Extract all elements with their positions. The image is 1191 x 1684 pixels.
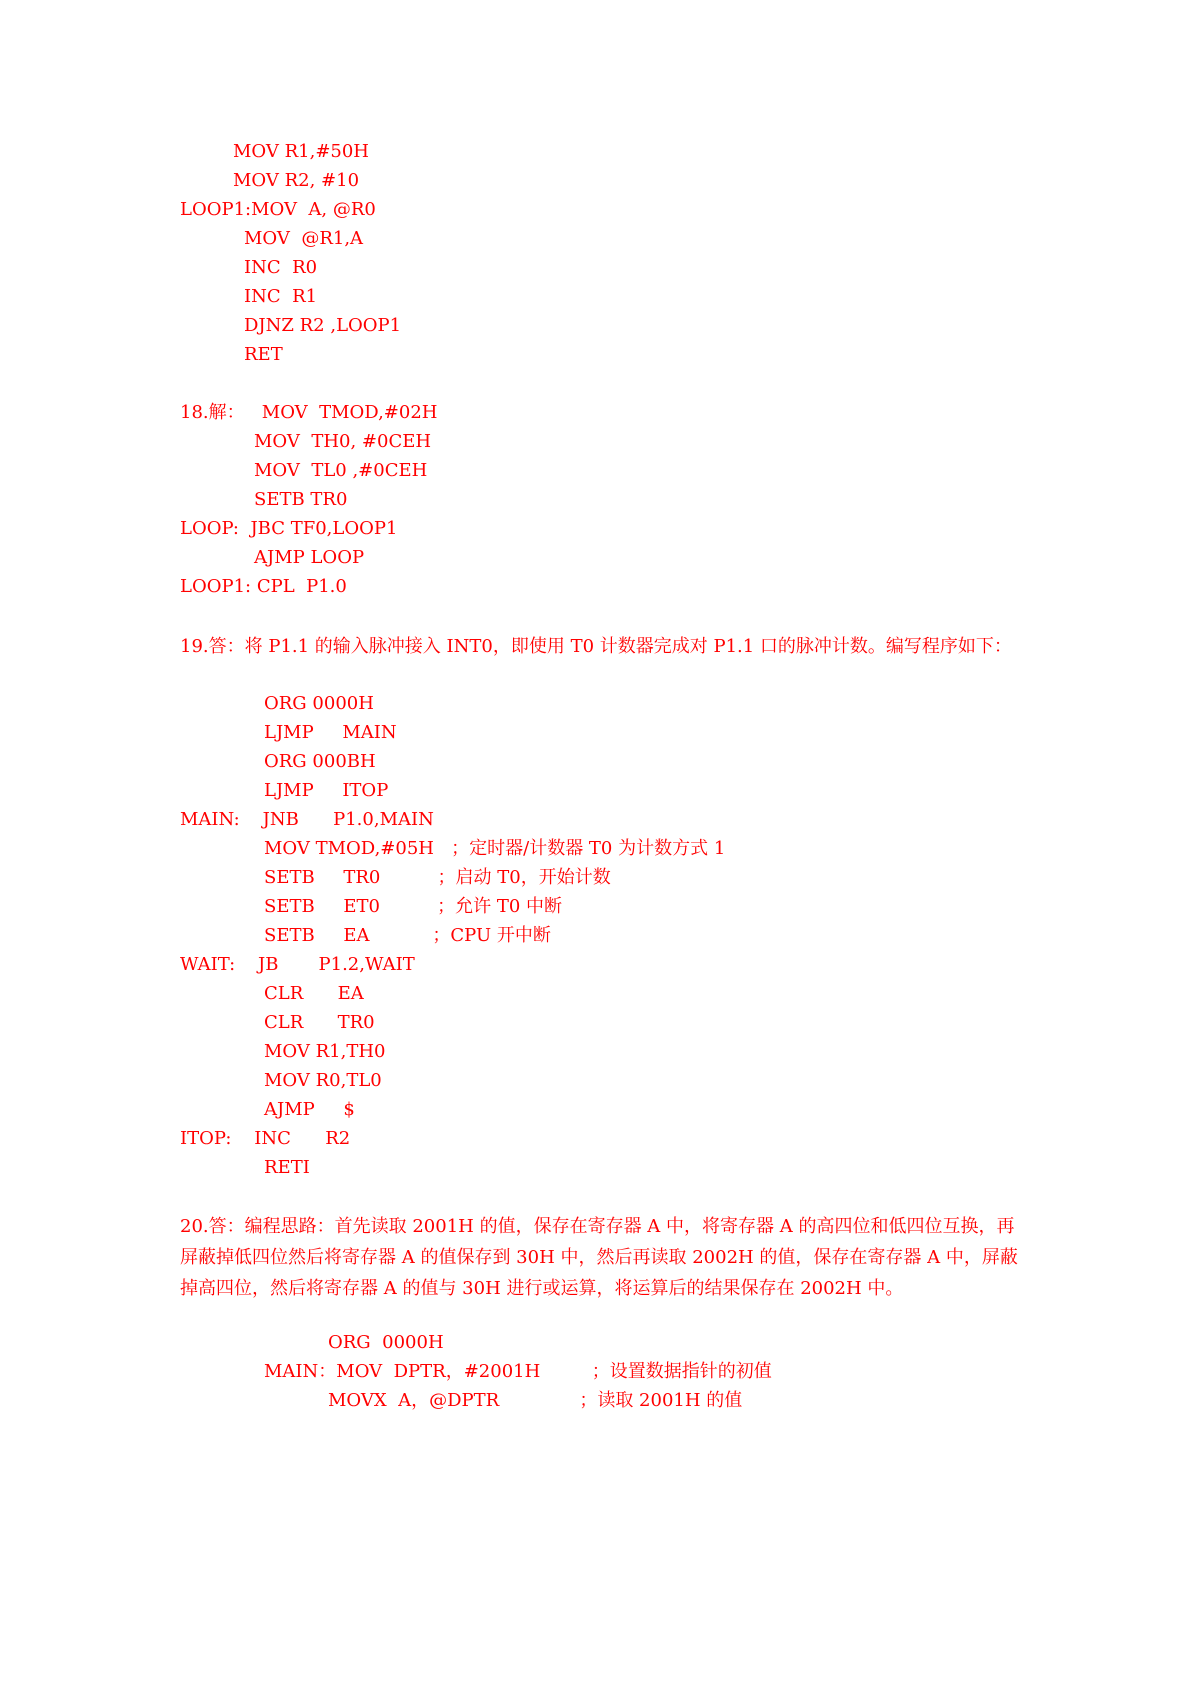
code-line: MAIN: JNB P1.0,MAIN — [180, 809, 434, 830]
code-line: ORG 0000H — [264, 693, 374, 714]
section-18-heading: 18.解： MOV TMOD,#02H — [180, 402, 438, 423]
code-line: AJMP $ — [264, 1099, 355, 1120]
code-line: MAIN：MOV DPTR，#2001H ；设置数据指针的初值 — [264, 1361, 772, 1382]
code-line: LOOP1: CPL P1.0 — [180, 576, 347, 597]
code-line: INC R0 — [244, 257, 318, 278]
code-line: SETB ET0 ；允许 T0 中断 — [264, 896, 563, 917]
code-line: LOOP1:MOV A, @R0 — [180, 199, 376, 220]
code-line: RET — [244, 344, 283, 365]
code-line: ORG 0000H — [328, 1332, 444, 1353]
code-line: AJMP LOOP — [254, 547, 365, 568]
section-20-paragraph: 20.答：编程思路：首先读取 2001H 的值，保存在寄存器 A 中，将寄存器 A 的高四位和低四位互换，再屏蔽掉低四位然后将寄存器 A 的值保存到 30H 中，然后再读取 2002H 的值，保存在寄存器 A 中，屏蔽掉高四位，然后将寄存器 A 的值与 30H 进行或运算，将运算后的结果保存在 2002H 中。 — [180, 1216, 1018, 1299]
code-line: SETB TR0 ；启动 T0，开始计数 — [264, 867, 611, 888]
code-line: SETB EA ；CPU 开中断 — [264, 925, 551, 946]
code-line: CLR EA — [264, 983, 364, 1004]
code-line: LJMP MAIN — [264, 722, 397, 743]
code-line: MOV R0,TL0 — [264, 1070, 382, 1091]
code-line: MOV TL0 ,#0CEH — [254, 460, 428, 481]
code-line: MOVX A，@DPTR ；读取 2001H 的值 — [328, 1390, 743, 1411]
code-line: DJNZ R2 ,LOOP1 — [244, 315, 402, 336]
code-line: MOV TH0, #0CEH — [254, 431, 432, 452]
code-line: MOV R2, #10 — [233, 170, 360, 191]
code-line: MOV TMOD,#05H ；定时器/计数器 T0 为计数方式 1 — [264, 838, 726, 859]
code-line: SETB TR0 — [254, 489, 348, 510]
code-line: INC R1 — [244, 286, 318, 307]
code-line: LOOP: JBC TF0,LOOP1 — [180, 518, 398, 539]
code-line: MOV R1,#50H — [233, 141, 370, 162]
code-line: MOV R1,TH0 — [264, 1041, 386, 1062]
code-line: RETI — [264, 1157, 310, 1178]
code-line: ORG 000BH — [264, 751, 376, 772]
code-line: ITOP: INC R2 — [180, 1128, 351, 1149]
code-line: CLR TR0 — [264, 1012, 375, 1033]
code-line: WAIT: JB P1.2,WAIT — [180, 954, 415, 975]
section-19-paragraph: 19.答：将 P1.1 的输入脉冲接入 INT0，即使用 T0 计数器完成对 P1.1 口的脉冲计数。编写程序如下： — [180, 636, 1012, 657]
code-line: LJMP ITOP — [264, 780, 389, 801]
code-line: MOV @R1,A — [244, 228, 364, 249]
